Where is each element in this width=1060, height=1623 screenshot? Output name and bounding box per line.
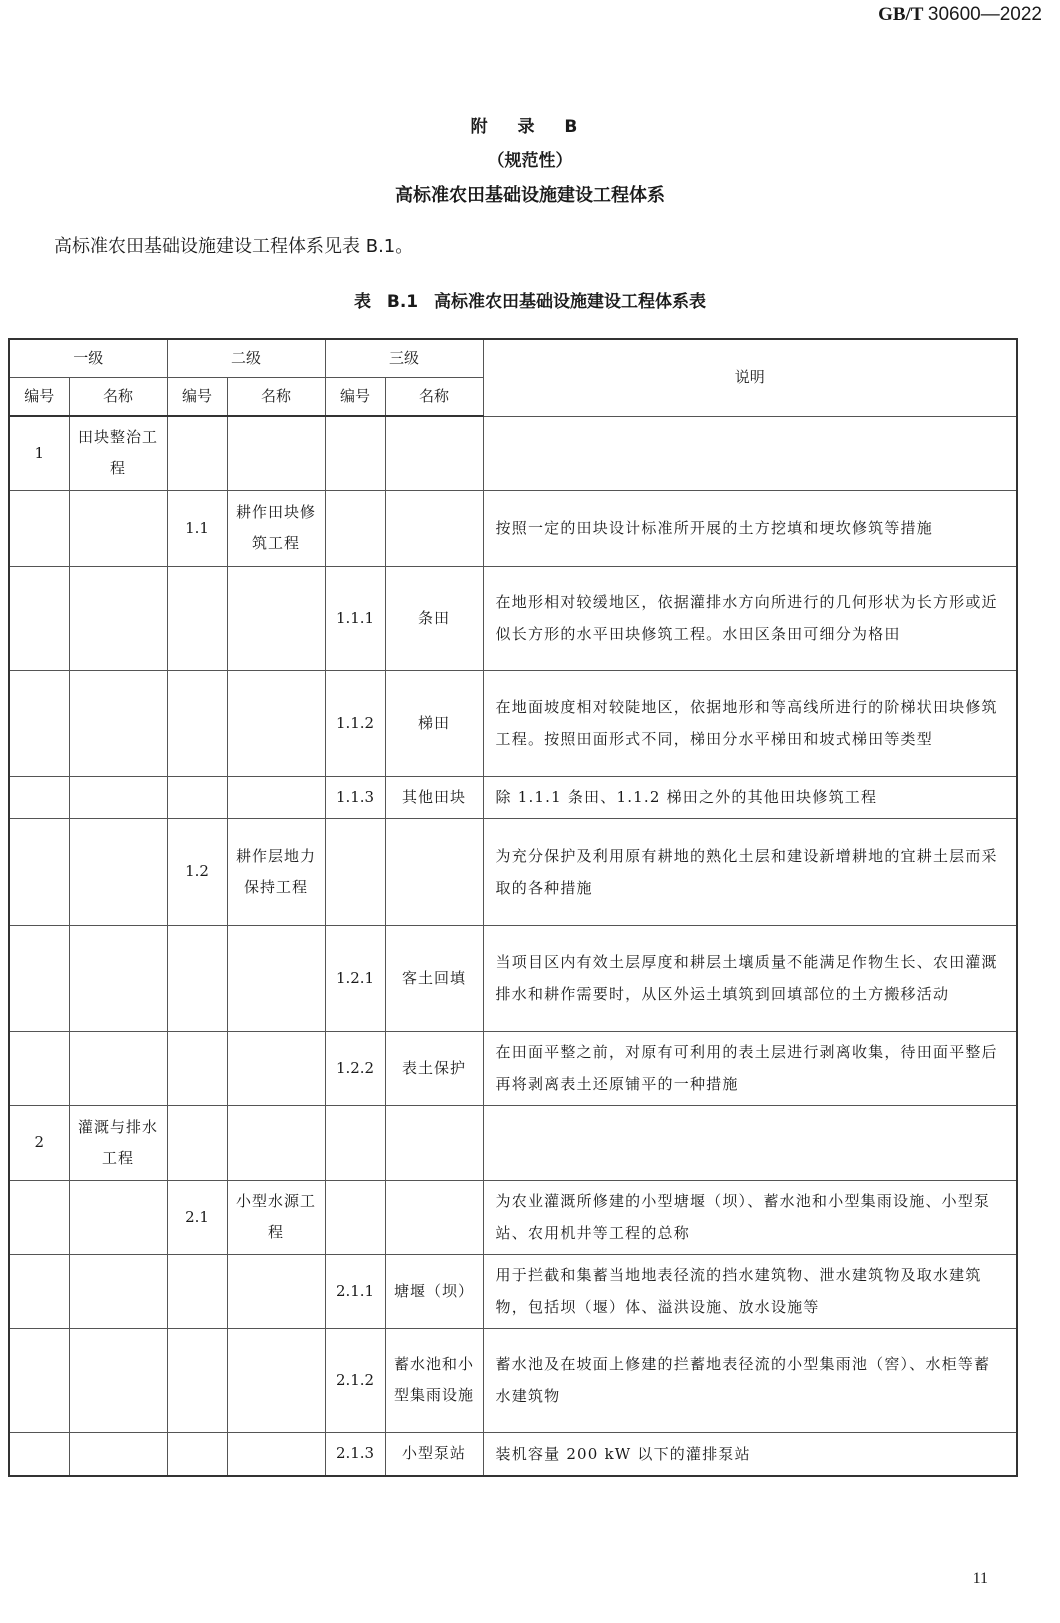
- level3-name-cell: 条田: [385, 566, 483, 670]
- description-cell: 蓄水池及在坡面上修建的拦蓄地表径流的小型集雨池（窖）、水柜等蓄水建筑物: [483, 1328, 1017, 1432]
- level1-name-cell: [69, 566, 167, 670]
- header-l3-number: 编号: [325, 378, 385, 417]
- level2-name-cell: 耕作田块修筑工程: [227, 490, 325, 566]
- level2-number-cell: [167, 566, 227, 670]
- level1-number-cell: [9, 925, 69, 1031]
- level2-number-cell: [167, 1031, 227, 1105]
- description-cell: 在地形相对较缓地区，依据灌排水方向所进行的几何形状为长方形或近似长方形的水平田块修筑工程。水田区条田可细分为格田: [483, 566, 1017, 670]
- header-l1-name: 名称: [69, 378, 167, 417]
- level3-number-cell: [325, 416, 385, 490]
- header-l1-number: 编号: [9, 378, 69, 417]
- level3-number-cell: 1.1.1: [325, 566, 385, 670]
- level2-number-cell: 1.1: [167, 490, 227, 566]
- level3-number-cell: [325, 1180, 385, 1254]
- description-cell: [483, 1105, 1017, 1180]
- description-cell: [483, 416, 1017, 490]
- level2-name-cell: [227, 416, 325, 490]
- engineering-system-table: [8, 338, 1018, 1477]
- level3-number-cell: 2.1.3: [325, 1432, 385, 1476]
- table-caption: 表 B.1 高标准农田基础设施建设工程体系表: [353, 292, 707, 312]
- level1-name-cell: [69, 1254, 167, 1328]
- level1-number-cell: [9, 776, 69, 818]
- level2-number-cell: [167, 925, 227, 1031]
- level3-name-cell: 其他田块: [385, 776, 483, 818]
- level1-name-cell: [69, 925, 167, 1031]
- level3-number-cell: 1.2.2: [325, 1031, 385, 1105]
- intro-paragraph: 高标准农田基础设施建设工程体系见表 B.1。: [54, 236, 414, 257]
- header-l3-name: 名称: [385, 378, 483, 417]
- table-row: [9, 776, 1017, 818]
- level1-name-cell: 田块整治工程: [69, 416, 167, 490]
- level3-name-cell: [385, 1105, 483, 1180]
- header-level-1: 一级: [9, 339, 167, 378]
- level3-number-cell: 1.2.1: [325, 925, 385, 1031]
- header-l2-name: 名称: [227, 378, 325, 417]
- level3-name-cell: 塘堰（坝）: [385, 1254, 483, 1328]
- level1-number-cell: [9, 670, 69, 776]
- table-row: [9, 670, 1017, 776]
- level1-name-cell: [69, 1328, 167, 1432]
- level2-name-cell: [227, 1328, 325, 1432]
- table-row: [9, 566, 1017, 670]
- table-row: [9, 1031, 1017, 1105]
- level1-number-cell: [9, 1031, 69, 1105]
- level2-number-cell: [167, 416, 227, 490]
- level3-name-cell: 蓄水池和小型集雨设施: [385, 1328, 483, 1432]
- header-l2-number: 编号: [167, 378, 227, 417]
- level1-name-cell: 灌溉与排水工程: [69, 1105, 167, 1180]
- level3-number-cell: 1.1.2: [325, 670, 385, 776]
- level1-name-cell: [69, 1031, 167, 1105]
- level3-name-cell: [385, 1180, 483, 1254]
- level2-number-cell: [167, 1105, 227, 1180]
- level2-number-cell: [167, 670, 227, 776]
- level2-name-cell: [227, 670, 325, 776]
- level3-number-cell: [325, 490, 385, 566]
- table-row: [9, 925, 1017, 1031]
- standard-prefix: GB/T: [878, 4, 924, 25]
- header-level-2: 二级: [167, 339, 325, 378]
- table-row: [9, 1180, 1017, 1254]
- level2-name-cell: 耕作层地力保持工程: [227, 818, 325, 925]
- table-row: [9, 1105, 1017, 1180]
- level1-number-cell: [9, 1432, 69, 1476]
- annex-name: 高标准农田基础设施建设工程体系: [395, 185, 665, 206]
- level1-number-cell: 2: [9, 1105, 69, 1180]
- annex-title: 附 录 B: [470, 117, 590, 137]
- level1-number-cell: [9, 1254, 69, 1328]
- level3-name-cell: [385, 490, 483, 566]
- table-row: [9, 490, 1017, 566]
- level2-number-cell: [167, 1328, 227, 1432]
- level2-name-cell: [227, 1432, 325, 1476]
- level2-number-cell: [167, 1432, 227, 1476]
- description-cell: 为充分保护及利用原有耕地的熟化土层和建设新增耕地的宜耕土层而采取的各种措施: [483, 818, 1017, 925]
- level2-number-cell: 1.2: [167, 818, 227, 925]
- level3-name-cell: 梯田: [385, 670, 483, 776]
- level3-name-cell: [385, 416, 483, 490]
- level2-name-cell: [227, 566, 325, 670]
- page-number: 11: [972, 1570, 988, 1587]
- level3-name-cell: [385, 818, 483, 925]
- level3-name-cell: 表土保护: [385, 1031, 483, 1105]
- level1-name-cell: [69, 490, 167, 566]
- header-description: 说明: [483, 339, 1017, 416]
- header-level-3: 三级: [325, 339, 483, 378]
- description-cell: 用于拦截和集蓄当地地表径流的挡水建筑物、泄水建筑物及取水建筑物，包括坝（堰）体、溢洪设施、放水设施等: [483, 1254, 1017, 1328]
- level3-number-cell: 2.1.2: [325, 1328, 385, 1432]
- description-cell: 在地面坡度相对较陡地区，依据地形和等高线所进行的阶梯状田块修筑工程。按照田面形式不同，梯田分水平梯田和坡式梯田等类型: [483, 670, 1017, 776]
- level2-name-cell: [227, 925, 325, 1031]
- level1-number-cell: [9, 566, 69, 670]
- standard-code: 30600—2022: [927, 4, 1042, 25]
- description-cell: 按照一定的田块设计标准所开展的土方挖填和埂坎修筑等措施: [483, 490, 1017, 566]
- table-body: [9, 416, 1017, 1476]
- level1-name-cell: [69, 1180, 167, 1254]
- level1-number-cell: [9, 1180, 69, 1254]
- level2-name-cell: [227, 1105, 325, 1180]
- level1-number-cell: [9, 490, 69, 566]
- table-row: [9, 1432, 1017, 1476]
- description-cell: 装机容量 200 kW 以下的灌排泵站: [483, 1432, 1017, 1476]
- level3-number-cell: [325, 818, 385, 925]
- level1-name-cell: [69, 818, 167, 925]
- level2-number-cell: [167, 776, 227, 818]
- level2-name-cell: 小型水源工程: [227, 1180, 325, 1254]
- table-row: [9, 416, 1017, 490]
- level3-number-cell: [325, 1105, 385, 1180]
- level1-number-cell: [9, 1328, 69, 1432]
- level3-number-cell: 1.1.3: [325, 776, 385, 818]
- level2-name-cell: [227, 776, 325, 818]
- level1-name-cell: [69, 776, 167, 818]
- standard-number: [878, 4, 1042, 26]
- description-cell: 除 1.1.1 条田、1.1.2 梯田之外的其他田块修筑工程: [483, 776, 1017, 818]
- level1-number-cell: 1: [9, 416, 69, 490]
- annex-type: （规范性）: [487, 151, 573, 171]
- level2-number-cell: 2.1: [167, 1180, 227, 1254]
- description-cell: 在田面平整之前，对原有可利用的表土层进行剥离收集，待田面平整后再将剥离表土还原铺平的一种措施: [483, 1031, 1017, 1105]
- level3-number-cell: 2.1.1: [325, 1254, 385, 1328]
- level2-name-cell: [227, 1031, 325, 1105]
- table-row: [9, 1328, 1017, 1432]
- level1-number-cell: [9, 818, 69, 925]
- level3-name-cell: 小型泵站: [385, 1432, 483, 1476]
- level1-name-cell: [69, 670, 167, 776]
- description-cell: 当项目区内有效土层厚度和耕层土壤质量不能满足作物生长、农田灌溉排水和耕作需要时，从区外运土填筑到回填部位的土方搬移活动: [483, 925, 1017, 1031]
- description-cell: 为农业灌溉所修建的小型塘堰（坝）、蓄水池和小型集雨设施、小型泵站、农用机井等工程的总称: [483, 1180, 1017, 1254]
- table-row: [9, 1254, 1017, 1328]
- table-row: [9, 818, 1017, 925]
- level2-number-cell: [167, 1254, 227, 1328]
- level1-name-cell: [69, 1432, 167, 1476]
- level3-name-cell: 客土回填: [385, 925, 483, 1031]
- level2-name-cell: [227, 1254, 325, 1328]
